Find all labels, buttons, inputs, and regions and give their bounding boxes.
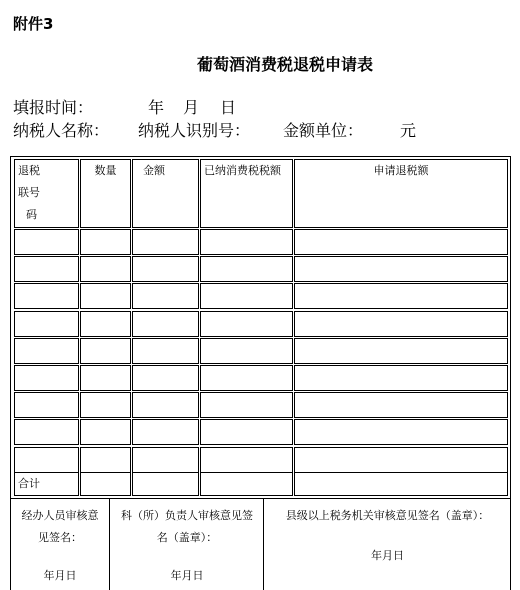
form-title: 葡萄酒消费税退税申请表 [196, 55, 373, 74]
attachment-label: 附件3 [13, 15, 54, 33]
cell-apply-refund[interactable] [294, 447, 508, 473]
cell-amount[interactable] [132, 229, 199, 255]
cell-quantity[interactable] [80, 365, 131, 391]
total-label: 合计 [14, 472, 79, 496]
unit-yuan-label: 元 [400, 121, 417, 140]
header-paid-tax: 已纳消费税税额 [200, 159, 293, 228]
section-head-signature[interactable]: 科（所）负责人审核意见签 名（盖章）： 年月日 [110, 498, 264, 590]
cell-apply-refund[interactable] [294, 365, 508, 391]
cell-refund-no[interactable] [14, 256, 79, 282]
total-quantity[interactable] [80, 472, 131, 496]
handler-signature[interactable]: 经办人员审核意 见签名： 年月日 [10, 498, 110, 590]
total-amount[interactable] [132, 472, 199, 496]
cell-amount[interactable] [132, 419, 199, 445]
taxpayer-id-label: 纳税人识别号： [138, 121, 251, 140]
cell-amount[interactable] [132, 338, 199, 364]
header-refund-no: 退税 联号 码 [14, 159, 79, 228]
total-apply-refund[interactable] [294, 472, 508, 496]
day-label: 日 [220, 98, 237, 117]
header-quantity: 数量 [80, 159, 131, 228]
cell-amount[interactable] [132, 256, 199, 282]
cell-apply-refund[interactable] [294, 392, 508, 418]
cell-refund-no[interactable] [14, 419, 79, 445]
cell-paid-tax[interactable] [200, 283, 293, 309]
cell-quantity[interactable] [80, 419, 131, 445]
cell-paid-tax[interactable] [200, 365, 293, 391]
cell-amount[interactable] [132, 283, 199, 309]
cell-paid-tax[interactable] [200, 447, 293, 473]
cell-paid-tax[interactable] [200, 338, 293, 364]
cell-apply-refund[interactable] [294, 283, 508, 309]
cell-quantity[interactable] [80, 256, 131, 282]
cell-paid-tax[interactable] [200, 256, 293, 282]
tax-authority-signature[interactable]: 县级以上税务机关审核意见签名（盖章）： 年月日 [264, 498, 511, 590]
cell-refund-no[interactable] [14, 447, 79, 473]
cell-quantity[interactable] [80, 338, 131, 364]
cell-refund-no[interactable] [14, 229, 79, 255]
cell-amount[interactable] [132, 392, 199, 418]
cell-refund-no[interactable] [14, 311, 79, 337]
cell-refund-no[interactable] [14, 392, 79, 418]
fill-date-label: 填报时间： [13, 98, 94, 117]
cell-paid-tax[interactable] [200, 419, 293, 445]
cell-apply-refund[interactable] [294, 229, 508, 255]
cell-paid-tax[interactable] [200, 392, 293, 418]
cell-refund-no[interactable] [14, 283, 79, 309]
amount-unit-label: 金额单位： [283, 121, 364, 140]
cell-refund-no[interactable] [14, 338, 79, 364]
cell-amount[interactable] [132, 447, 199, 473]
cell-apply-refund[interactable] [294, 419, 508, 445]
header-apply-refund: 申请退税额 [294, 159, 508, 228]
cell-refund-no[interactable] [14, 365, 79, 391]
taxpayer-name-label: 纳税人名称： [13, 121, 110, 140]
cell-quantity[interactable] [80, 311, 131, 337]
total-paid-tax[interactable] [200, 472, 293, 496]
year-label: 年 [148, 98, 165, 117]
cell-amount[interactable] [132, 365, 199, 391]
cell-quantity[interactable] [80, 283, 131, 309]
cell-apply-refund[interactable] [294, 311, 508, 337]
cell-quantity[interactable] [80, 392, 131, 418]
cell-quantity[interactable] [80, 229, 131, 255]
header-amount: 金额 [132, 159, 199, 228]
cell-apply-refund[interactable] [294, 256, 508, 282]
cell-apply-refund[interactable] [294, 338, 508, 364]
cell-amount[interactable] [132, 311, 199, 337]
cell-paid-tax[interactable] [200, 311, 293, 337]
cell-paid-tax[interactable] [200, 229, 293, 255]
month-label: 月 [183, 98, 200, 117]
cell-quantity[interactable] [80, 447, 131, 473]
